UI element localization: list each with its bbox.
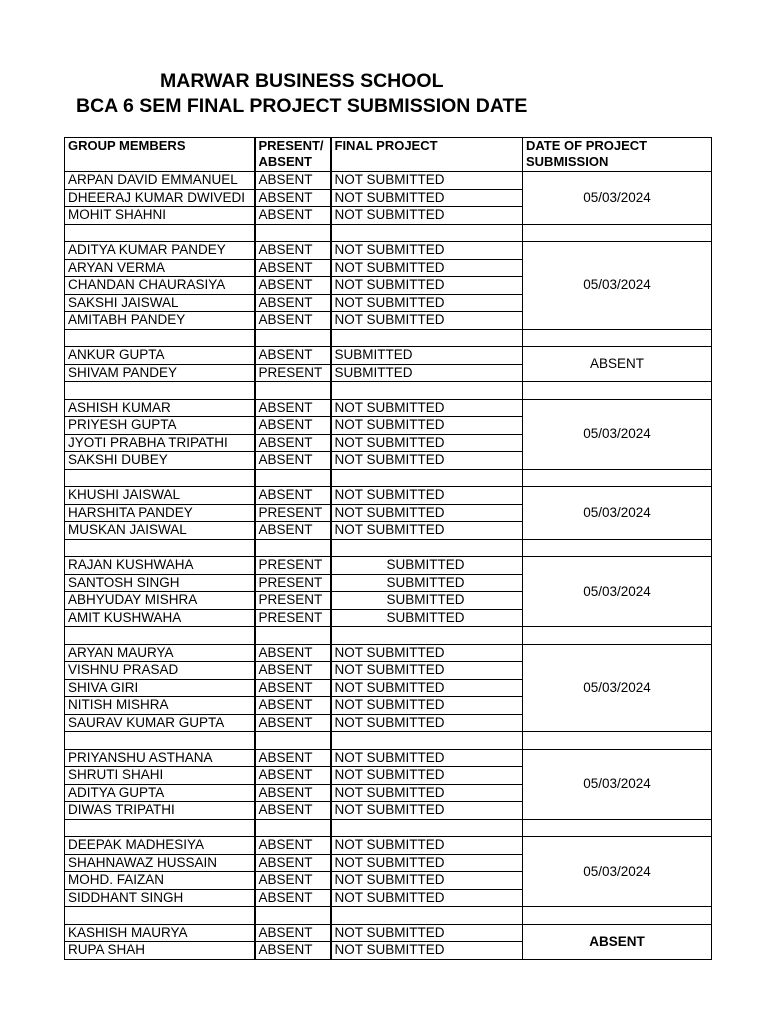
spacer-cell xyxy=(65,224,255,242)
submission-date: 05/03/2024 xyxy=(523,644,712,732)
project-status: NOT SUBMITTED xyxy=(331,837,523,855)
attendance-status: PRESENT xyxy=(255,364,331,382)
project-status: NOT SUBMITTED xyxy=(331,697,523,715)
spacer-cell xyxy=(65,539,255,557)
project-status: NOT SUBMITTED xyxy=(331,312,523,330)
attendance-status: ABSENT xyxy=(255,242,331,260)
project-status: NOT SUBMITTED xyxy=(331,802,523,820)
member-name: SANTOSH SINGH xyxy=(65,574,255,592)
member-name: ANKUR GUPTA xyxy=(65,347,255,365)
project-status: NOT SUBMITTED xyxy=(331,504,523,522)
project-status: SUBMITTED xyxy=(331,592,523,610)
submission-date: 05/03/2024 xyxy=(523,172,712,225)
submission-date: 05/03/2024 xyxy=(523,399,712,469)
table-row xyxy=(65,924,712,942)
member-name: SAKSHI DUBEY xyxy=(65,452,255,470)
spacer-cell xyxy=(65,382,255,400)
member-name: DIWAS TRIPATHI xyxy=(65,802,255,820)
table-row xyxy=(65,644,712,662)
attendance-status: PRESENT xyxy=(255,592,331,610)
project-status: NOT SUBMITTED xyxy=(331,259,523,277)
table-row xyxy=(65,557,712,575)
member-name: SHRUTI SHAHI xyxy=(65,767,255,785)
attendance-status: ABSENT xyxy=(255,854,331,872)
spacer-cell xyxy=(255,382,331,400)
header-group-members: GROUP MEMBERS xyxy=(65,138,255,172)
spacer-cell xyxy=(331,224,523,242)
spacer-cell xyxy=(523,539,712,557)
member-name: ASHISH KUMAR xyxy=(65,399,255,417)
member-name: RAJAN KUSHWAHA xyxy=(65,557,255,575)
spacer-row xyxy=(65,382,712,400)
attendance-status: ABSENT xyxy=(255,802,331,820)
table-row xyxy=(65,242,712,260)
spacer-cell xyxy=(255,224,331,242)
submission-date: 05/03/2024 xyxy=(523,749,712,819)
project-status: SUBMITTED xyxy=(331,347,523,365)
project-status: NOT SUBMITTED xyxy=(331,294,523,312)
spacer-cell xyxy=(523,627,712,645)
attendance-status: ABSENT xyxy=(255,522,331,540)
attendance-status: ABSENT xyxy=(255,662,331,680)
spacer-cell xyxy=(255,627,331,645)
spacer-cell xyxy=(255,329,331,347)
project-status: SUBMITTED xyxy=(331,557,523,575)
attendance-status: ABSENT xyxy=(255,417,331,435)
project-status: NOT SUBMITTED xyxy=(331,924,523,942)
project-status: SUBMITTED xyxy=(331,364,523,382)
project-status: NOT SUBMITTED xyxy=(331,242,523,260)
project-status: NOT SUBMITTED xyxy=(331,207,523,225)
member-name: SAKSHI JAISWAL xyxy=(65,294,255,312)
spacer-cell xyxy=(65,627,255,645)
attendance-status: ABSENT xyxy=(255,399,331,417)
project-status: NOT SUBMITTED xyxy=(331,434,523,452)
project-status: NOT SUBMITTED xyxy=(331,172,523,190)
header-present-line1: PRESENT/ xyxy=(258,138,324,153)
spacer-cell xyxy=(523,732,712,750)
table-row xyxy=(65,399,712,417)
project-status: SUBMITTED xyxy=(331,609,523,627)
spacer-cell xyxy=(331,329,523,347)
spacer-cell xyxy=(523,224,712,242)
project-status: NOT SUBMITTED xyxy=(331,872,523,890)
attendance-status: ABSENT xyxy=(255,277,331,295)
spacer-cell xyxy=(523,819,712,837)
submission-table-body xyxy=(65,138,712,960)
spacer-cell xyxy=(331,539,523,557)
attendance-status: ABSENT xyxy=(255,837,331,855)
spacer-cell xyxy=(331,819,523,837)
attendance-status: ABSENT xyxy=(255,697,331,715)
attendance-status: ABSENT xyxy=(255,644,331,662)
document-title: BCA 6 SEM FINAL PROJECT SUBMISSION DATE xyxy=(76,95,528,117)
project-status: NOT SUBMITTED xyxy=(331,679,523,697)
project-status: NOT SUBMITTED xyxy=(331,784,523,802)
member-name: SHIVA GIRI xyxy=(65,679,255,697)
member-name: ABHYUDAY MISHRA xyxy=(65,592,255,610)
spacer-cell xyxy=(523,907,712,925)
member-name: AMIT KUSHWAHA xyxy=(65,609,255,627)
attendance-status: PRESENT xyxy=(255,609,331,627)
header-final-project: FINAL PROJECT xyxy=(331,138,523,172)
project-status: NOT SUBMITTED xyxy=(331,889,523,907)
attendance-status: ABSENT xyxy=(255,714,331,732)
member-name: PRIYESH GUPTA xyxy=(65,417,255,435)
member-name: NITISH MISHRA xyxy=(65,697,255,715)
submission-date: 05/03/2024 xyxy=(523,837,712,907)
header-date-line1: DATE OF PROJECT xyxy=(526,138,648,153)
table-row xyxy=(65,487,712,505)
submission-date: 05/03/2024 xyxy=(523,557,712,627)
project-status: NOT SUBMITTED xyxy=(331,854,523,872)
spacer-cell xyxy=(65,819,255,837)
attendance-status: PRESENT xyxy=(255,574,331,592)
spacer-cell xyxy=(255,732,331,750)
header-present-absent xyxy=(255,138,331,172)
project-status: NOT SUBMITTED xyxy=(331,452,523,470)
attendance-status: ABSENT xyxy=(255,259,331,277)
spacer-cell xyxy=(65,469,255,487)
spacer-cell xyxy=(331,627,523,645)
submission-date: ABSENT xyxy=(523,924,712,959)
spacer-cell xyxy=(65,329,255,347)
spacer-row xyxy=(65,539,712,557)
spacer-cell xyxy=(331,732,523,750)
member-name: VISHNU PRASAD xyxy=(65,662,255,680)
member-name: ARYAN VERMA xyxy=(65,259,255,277)
spacer-cell xyxy=(65,907,255,925)
project-status: NOT SUBMITTED xyxy=(331,417,523,435)
member-name: DHEERAJ KUMAR DWIVEDI xyxy=(65,189,255,207)
attendance-status: PRESENT xyxy=(255,504,331,522)
attendance-status: ABSENT xyxy=(255,347,331,365)
spacer-cell xyxy=(255,539,331,557)
spacer-row xyxy=(65,907,712,925)
attendance-status: ABSENT xyxy=(255,172,331,190)
project-status: NOT SUBMITTED xyxy=(331,487,523,505)
member-name: SIDDHANT SINGH xyxy=(65,889,255,907)
spacer-cell xyxy=(523,329,712,347)
attendance-status: ABSENT xyxy=(255,942,331,960)
member-name: ADITYA GUPTA xyxy=(65,784,255,802)
attendance-status: ABSENT xyxy=(255,312,331,330)
submission-date: ABSENT xyxy=(523,347,712,382)
submission-date: 05/03/2024 xyxy=(523,487,712,540)
member-name: JYOTI PRABHA TRIPATHI xyxy=(65,434,255,452)
member-name: MOHD. FAIZAN xyxy=(65,872,255,890)
attendance-status: ABSENT xyxy=(255,434,331,452)
project-status: NOT SUBMITTED xyxy=(331,189,523,207)
table-row xyxy=(65,347,712,365)
header-date-of-submission xyxy=(523,138,712,172)
spacer-cell xyxy=(523,469,712,487)
spacer-row xyxy=(65,224,712,242)
attendance-status: ABSENT xyxy=(255,872,331,890)
spacer-row xyxy=(65,732,712,750)
header-date-line2: SUBMISSION xyxy=(526,154,609,169)
spacer-row xyxy=(65,469,712,487)
table-row xyxy=(65,749,712,767)
member-name: MUSKAN JAISWAL xyxy=(65,522,255,540)
spacer-row xyxy=(65,819,712,837)
attendance-status: PRESENT xyxy=(255,557,331,575)
spacer-cell xyxy=(65,732,255,750)
header-row xyxy=(65,138,712,172)
spacer-row xyxy=(65,329,712,347)
attendance-status: ABSENT xyxy=(255,189,331,207)
submission-table xyxy=(64,137,712,960)
member-name: HARSHITA PANDEY xyxy=(65,504,255,522)
attendance-status: ABSENT xyxy=(255,784,331,802)
project-status: NOT SUBMITTED xyxy=(331,942,523,960)
project-status: NOT SUBMITTED xyxy=(331,749,523,767)
project-status: NOT SUBMITTED xyxy=(331,767,523,785)
attendance-status: ABSENT xyxy=(255,767,331,785)
member-name: SHAHNAWAZ HUSSAIN xyxy=(65,854,255,872)
attendance-status: ABSENT xyxy=(255,294,331,312)
school-title: MARWAR BUSINESS SCHOOL xyxy=(160,70,444,92)
submission-date: 05/03/2024 xyxy=(523,242,712,330)
project-status: NOT SUBMITTED xyxy=(331,399,523,417)
spacer-cell xyxy=(255,907,331,925)
table-row xyxy=(65,172,712,190)
project-status: SUBMITTED xyxy=(331,574,523,592)
attendance-status: ABSENT xyxy=(255,452,331,470)
member-name: PRIYANSHU ASTHANA xyxy=(65,749,255,767)
attendance-status: ABSENT xyxy=(255,889,331,907)
member-name: KASHISH MAURYA xyxy=(65,924,255,942)
spacer-cell xyxy=(255,819,331,837)
attendance-status: ABSENT xyxy=(255,924,331,942)
attendance-status: ABSENT xyxy=(255,207,331,225)
project-status: NOT SUBMITTED xyxy=(331,662,523,680)
member-name: ARPAN DAVID EMMANUEL xyxy=(65,172,255,190)
member-name: RUPA SHAH xyxy=(65,942,255,960)
attendance-status: ABSENT xyxy=(255,679,331,697)
spacer-cell xyxy=(331,382,523,400)
member-name: MOHIT SHAHNI xyxy=(65,207,255,225)
member-name: ADITYA KUMAR PANDEY xyxy=(65,242,255,260)
attendance-status: ABSENT xyxy=(255,749,331,767)
project-status: NOT SUBMITTED xyxy=(331,714,523,732)
spacer-cell xyxy=(523,382,712,400)
project-status: NOT SUBMITTED xyxy=(331,644,523,662)
spacer-row xyxy=(65,627,712,645)
member-name: KHUSHI JAISWAL xyxy=(65,487,255,505)
member-name: SHIVAM PANDEY xyxy=(65,364,255,382)
header-present-line2: ABSENT xyxy=(258,154,312,169)
spacer-cell xyxy=(255,469,331,487)
member-name: DEEPAK MADHESIYA xyxy=(65,837,255,855)
member-name: SAURAV KUMAR GUPTA xyxy=(65,714,255,732)
member-name: ARYAN MAURYA xyxy=(65,644,255,662)
project-status: NOT SUBMITTED xyxy=(331,522,523,540)
table-row xyxy=(65,837,712,855)
project-status: NOT SUBMITTED xyxy=(331,277,523,295)
member-name: AMITABH PANDEY xyxy=(65,312,255,330)
spacer-cell xyxy=(331,907,523,925)
spacer-cell xyxy=(331,469,523,487)
attendance-status: ABSENT xyxy=(255,487,331,505)
member-name: CHANDAN CHAURASIYA xyxy=(65,277,255,295)
